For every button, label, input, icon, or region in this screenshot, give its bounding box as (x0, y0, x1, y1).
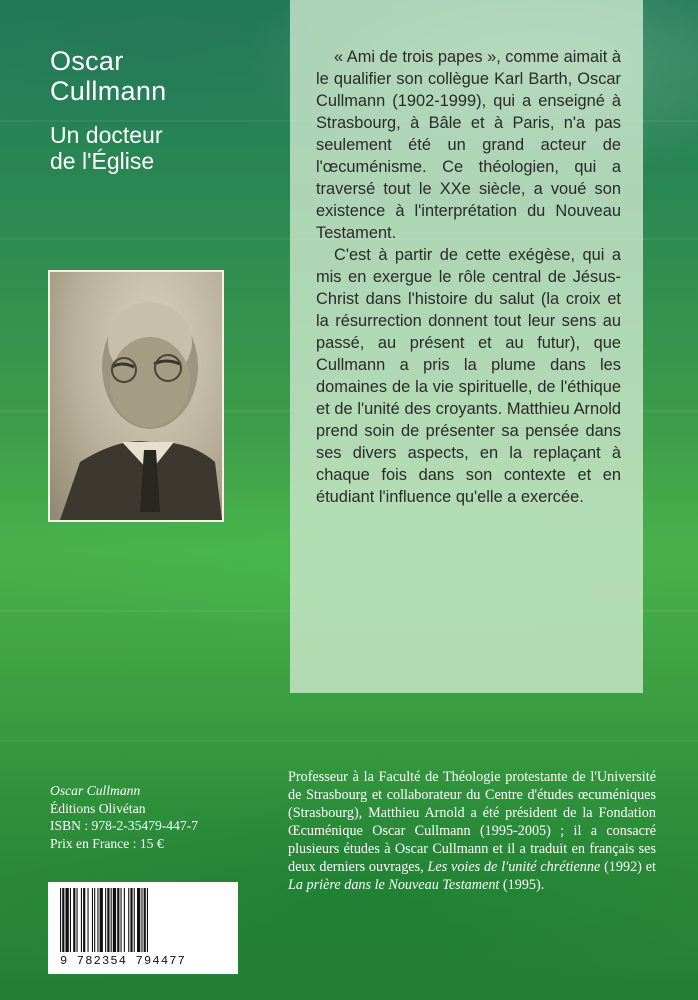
barcode-bar (147, 888, 148, 952)
barcode-bar (62, 888, 64, 952)
barcode-bar (60, 888, 61, 952)
barcode-bars (60, 888, 232, 952)
author-photo (50, 272, 222, 520)
barcode-bar (88, 888, 89, 952)
barcode-number: 9 782354 794477 (60, 954, 187, 968)
barcode-bar (124, 888, 125, 952)
pub-publisher: Éditions Olivétan (50, 800, 146, 816)
barcode-bar (113, 888, 116, 952)
barcode-bar (107, 888, 109, 952)
author-photo-frame (48, 270, 224, 522)
book-title-line-1: Oscar (50, 46, 124, 76)
publication-info (50, 782, 198, 852)
bio-part-1: Professeur à la Faculté de Théologie protestante de l'Université de Strasbourg et collaborateur du Centre d'études œcuméniques (Strasbourg), Matthieu Arnold a été président de la Fondation Œcuménique Oscar Cullmann (1995-2005) ; il a consacré plusieurs études à Oscar Cullmann et il a traduit en français ses deux derniers ouvrages, (288, 769, 656, 875)
barcode-bar (66, 888, 69, 952)
barcode-bar (144, 888, 146, 952)
isbn-barcode (48, 882, 238, 974)
barcode-bar (70, 888, 71, 952)
barcode-bar (121, 888, 122, 952)
bio-part-2: (1992) et (600, 859, 656, 875)
bio-book-title-1: Les voies de l'unité chrétienne (427, 859, 601, 875)
barcode-bar (130, 888, 132, 952)
barcode-bar (141, 888, 142, 952)
bio-book-title-2: La prière dans le Nouveau Testament (288, 877, 500, 893)
barcode-bar (97, 888, 98, 952)
barcode-bar (128, 888, 129, 952)
author-bio (288, 768, 656, 894)
title-block (50, 46, 166, 174)
barcode-bar (92, 888, 93, 952)
barcode-bar (77, 888, 78, 952)
barcode-bar (73, 888, 75, 952)
pub-book-title: Oscar Cullmann (50, 783, 141, 798)
description-panel (290, 0, 643, 693)
portrait-illustration (50, 272, 222, 520)
subtitle-line-1: Un docteur (50, 122, 163, 148)
pub-isbn: ISBN : 978-2-35479-447-7 (50, 818, 199, 833)
barcode-bar (134, 888, 135, 952)
barcode-bar (83, 888, 85, 952)
pub-price: Prix en France : 15 € (50, 835, 164, 851)
barcode-bar (137, 888, 140, 952)
barcode-bar (111, 888, 112, 952)
description-paragraph-1: « Ami de trois papes », comme aimait à le qualifier son collègue Karl Barth, Oscar Cullmann (1902-1999), qui a enseigné à Strasbourg, à Bâle et à Paris, n'a pas seulement été un grand acteur de l'œcuménisme. Ce théologien, qui a traversé tout le XXe siècle, a voué son existence à l'interprétation du Nouveau Testament. (316, 48, 621, 242)
barcode-bar (94, 888, 95, 952)
book-title-line-2: Cullmann (50, 76, 167, 106)
barcode-bar (105, 888, 106, 952)
bio-part-3: (1995). (499, 877, 545, 893)
subtitle-line-2: de l'Église (50, 148, 155, 174)
barcode-bar (117, 888, 119, 952)
subtitle (50, 122, 166, 174)
description-paragraph-2: C'est à partir de cette exégèse, qui a mis en exergue le rôle central de Jésus-Christ dans l'histoire du salut (la croix et la résurrection donnent tout leur sens au passé, au présent et au futur), que Cullmann a pris la plume dans les domaines de la vie spirituelle, de l'éthique et de l'unité des croyants. Matthieu Arnold prend soin de présenter sa pensée dans ses divers aspects, en la replaçant à chaque fois dans son contexte et en étudiant l'influence qu'elle a exercée. (316, 246, 621, 506)
barcode-bar (100, 888, 103, 952)
barcode-bar (81, 888, 82, 952)
